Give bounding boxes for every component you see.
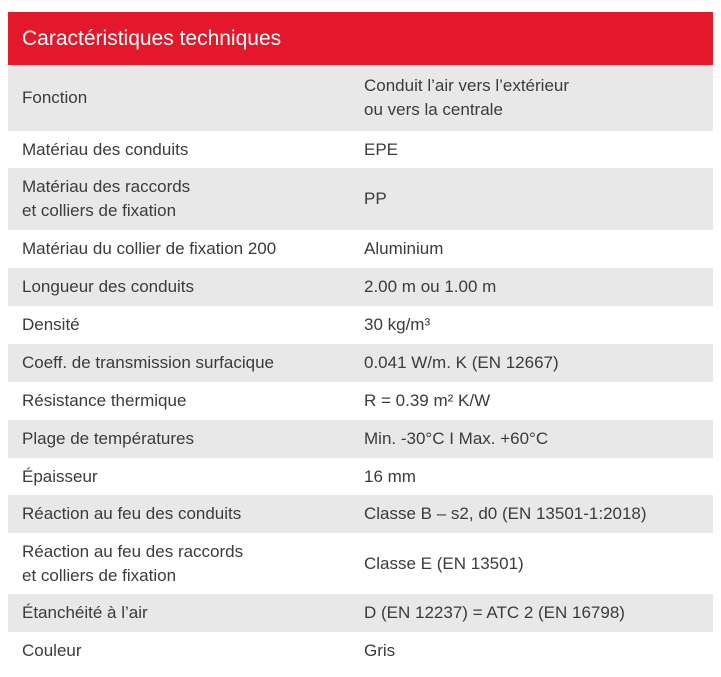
table-row [8,495,713,533]
table-title: Caractéristiques techniques [8,12,713,65]
row-label: Fonction [22,88,88,107]
table-row [8,230,713,268]
table-row [8,632,713,669]
row-value: Aluminium [364,239,444,258]
row-value: 30 kg/m³ [364,315,431,334]
row-value: Min. -30°C I Max. +60°C [364,429,549,448]
row-value: R = 0.39 m² K/W [364,391,491,410]
row-label: Longueur des conduits [22,277,195,296]
row-value: D (EN 12237) = ATC 2 (EN 16798) [364,603,625,622]
row-value: 16 mm [364,466,416,486]
technical-specs-table [8,12,713,669]
row-label: Plage de températures [22,429,194,448]
row-value: Conduit l’air vers l’extérieur ou vers la centrale [364,76,570,119]
table-row [8,344,713,382]
row-value: EPE [364,139,399,159]
row-label: Étanchéité à l’air [22,603,148,622]
table-row [8,420,713,458]
row-value: PP [364,189,387,208]
row-label: Matériau des conduits [22,139,189,159]
row-value: Gris [364,640,396,660]
row-label: Résistance thermique [22,391,187,410]
row-label: Épaisseur [22,466,98,486]
row-label: Matériau des raccords et colliers de fixation [22,177,191,220]
row-label: Matériau du collier de fixation 200 [22,239,277,258]
row-label: Réaction au feu des raccords et colliers de fixation [22,541,244,585]
row-value: 2.00 m ou 1.00 m [364,277,497,296]
row-label: Coeff. de transmission surfacique [22,353,274,372]
table-row [8,533,713,594]
row-value: 0.041 W/m. K (EN 12667) [364,353,559,372]
table-row [8,131,713,168]
table-row [8,168,713,230]
table-row [8,306,713,344]
table-row [8,382,713,420]
table-row [8,65,713,131]
row-label: Réaction au feu des conduits [22,504,242,523]
row-label: Densité [22,315,80,334]
table-row [8,268,713,306]
table-row [8,458,713,495]
row-value: Classe E (EN 13501) [364,553,524,573]
row-value: Classe B – s2, d0 (EN 13501-1:2018) [364,504,647,523]
table-row [8,594,713,632]
row-label: Couleur [22,640,82,660]
